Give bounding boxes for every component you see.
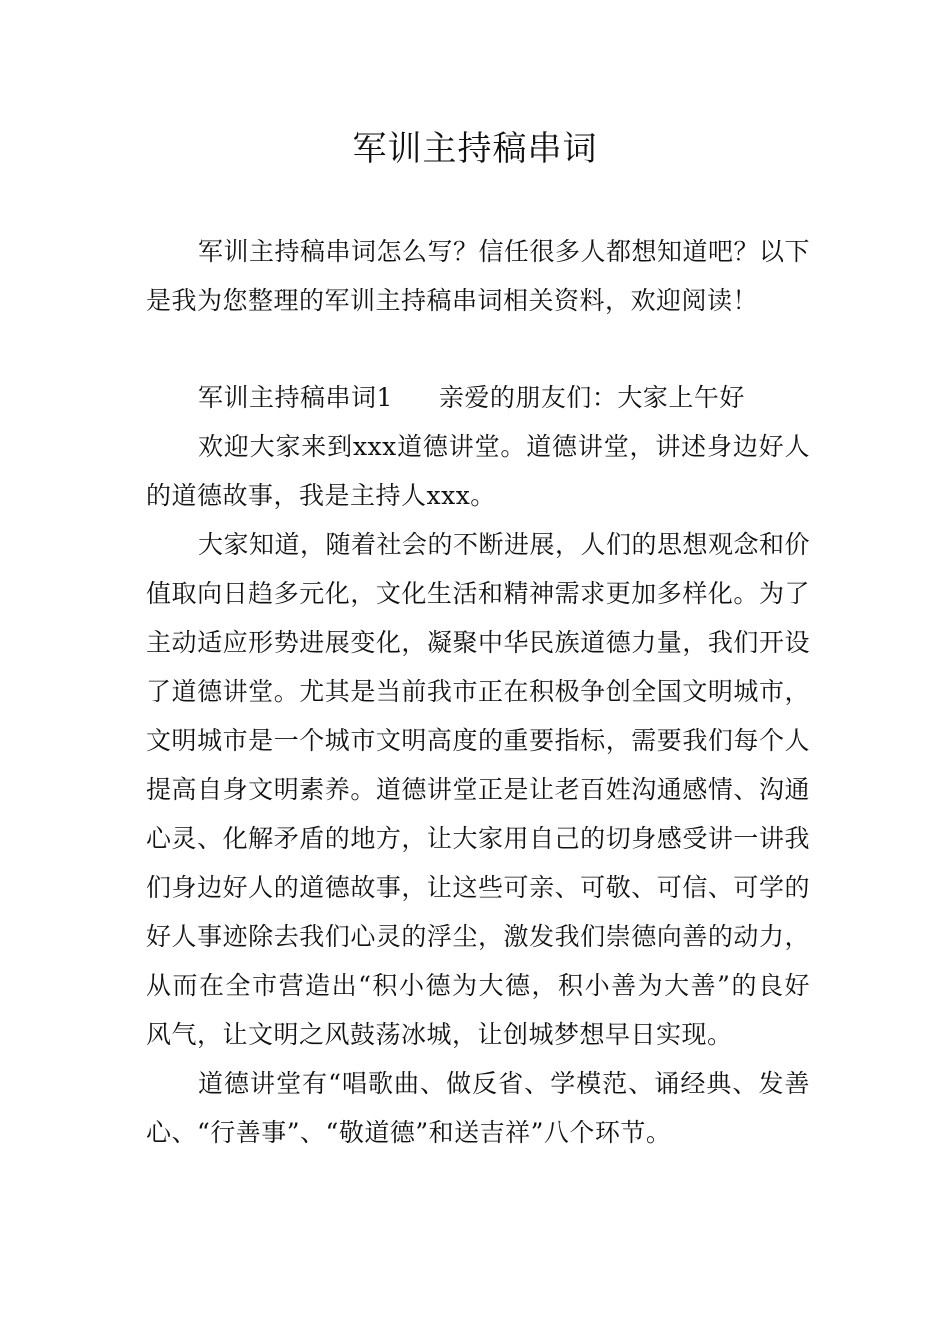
- greeting-text: 亲爱的朋友们：大家上午好: [438, 383, 745, 412]
- intro-paragraph: 军训主持稿串词怎么写？信任很多人都想知道吧？以下是我为您整理的军训主持稿串词相关资料，欢迎阅读！: [146, 237, 811, 315]
- body-paragraph: 大家知道，随着社会的不断进展，人们的思想观念和价值取向日趋多元化，文化生活和精神需求更加多样化。为了主动适应形势进展变化，凝聚中华民族道德力量，我们开设了道德讲堂。尤其是当前我市正在积极争创全国文明城市，文明城市是一个城市文明高度的重要指标，需要我们每个人提高自身文明素养。道德讲堂正是让老百姓沟通感情、沟通心灵、化解矛盾的地方，让大家用自己的切身感受讲一讲我们身边好人的道德故事，让这些可亲、可敬、可信、可学的好人事迹除去我们心灵的浮尘，激发我们崇德向善的动力，从而在全市营造出“积小德为大德，积小善为大善”的良好风气，让文明之风鼓荡冰城，让创城梦想早日实现。: [146, 530, 811, 1049]
- document-title: 军训主持稿串词: [352, 129, 598, 169]
- body-paragraph: 道德讲堂有“唱歌曲、做反省、学模范、诵经典、发善心、“行善事”、“敬道德”和送吉祥”八个环节。: [146, 1069, 810, 1147]
- section-heading: 军训主持稿串词1: [198, 383, 393, 412]
- body-paragraph: 欢迎大家来到xxx道德讲堂。道德讲堂，讲述身边好人的道德故事，我是主持人xxx。: [146, 432, 810, 510]
- document-body: [146, 227, 810, 1157]
- section-heading-row: [146, 373, 810, 422]
- section-gap: [146, 325, 810, 373]
